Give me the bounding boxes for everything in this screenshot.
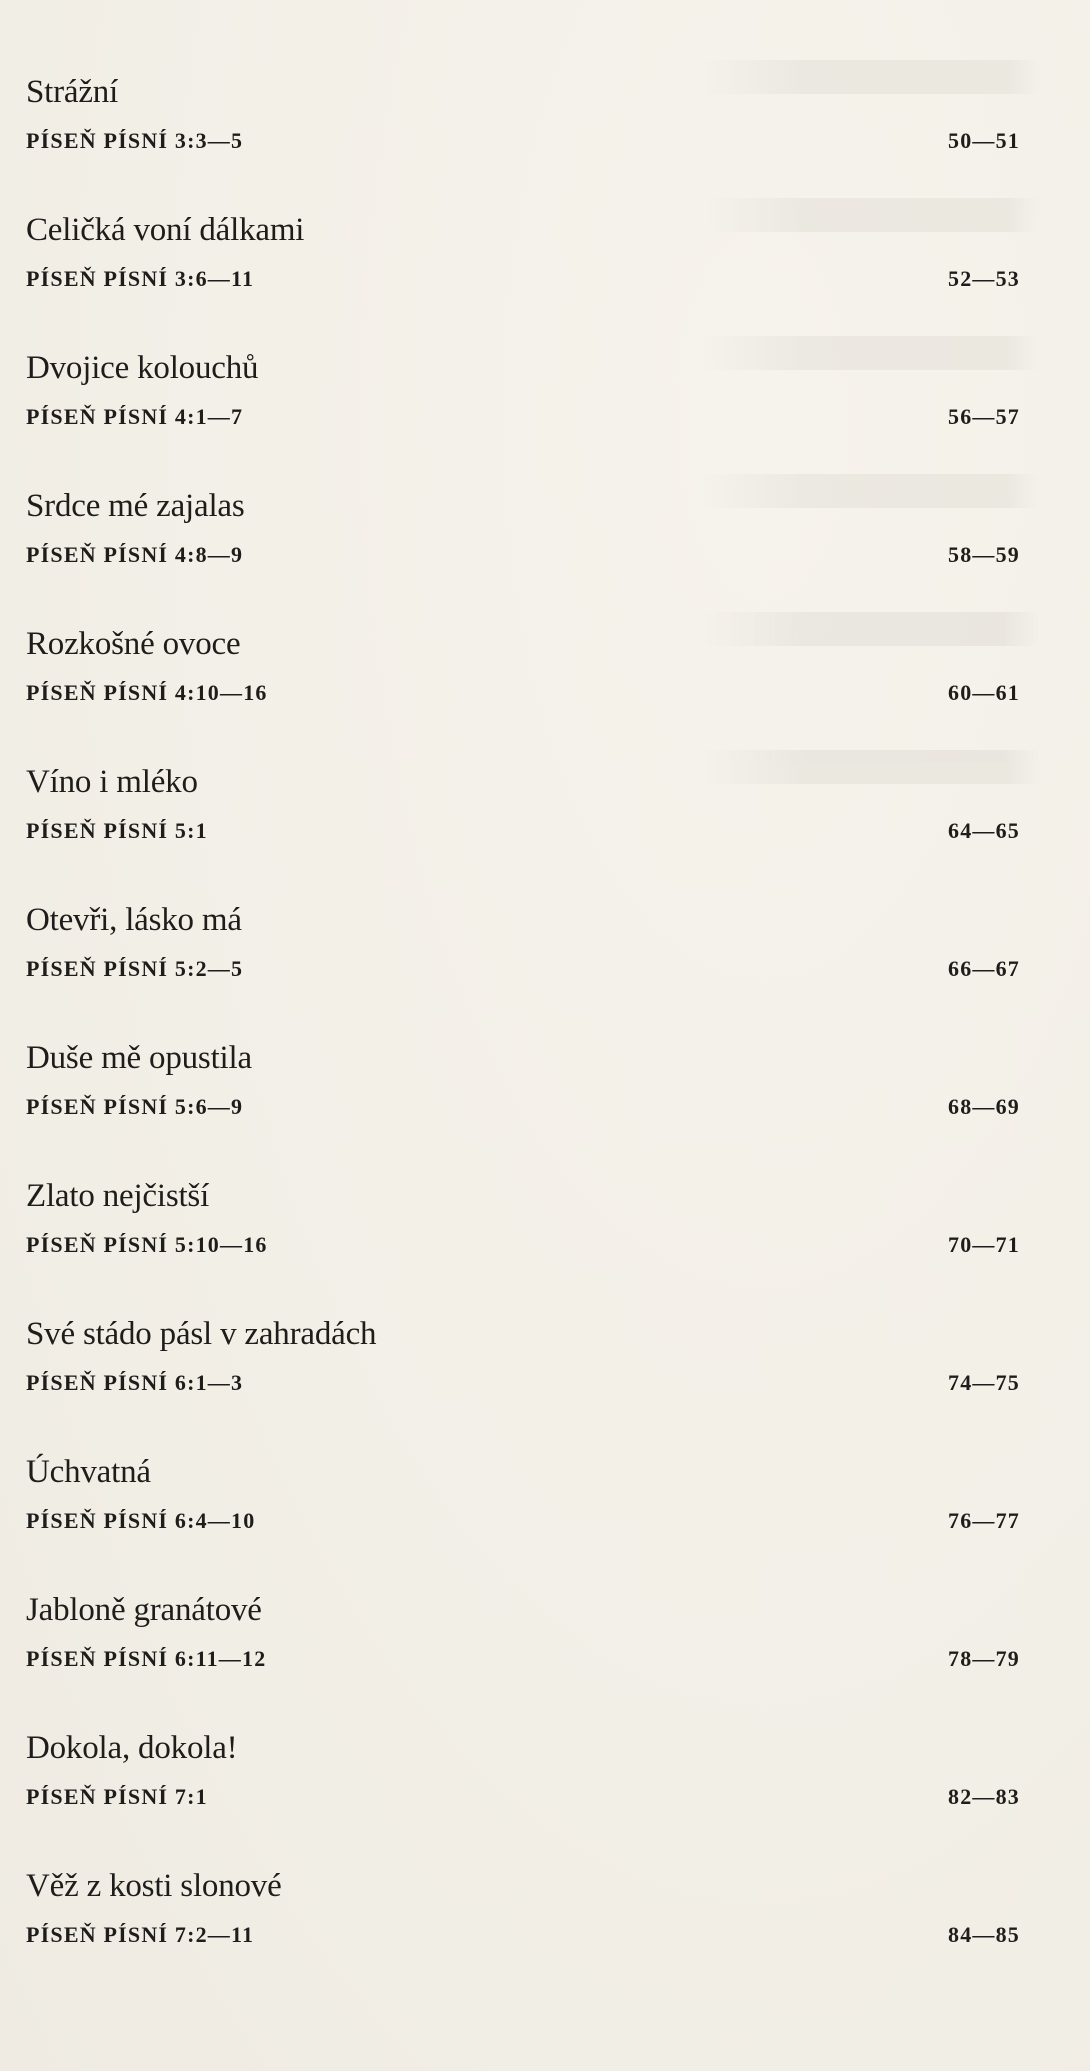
entry-title: Jabloně granátové bbox=[26, 1592, 262, 1628]
entry-reference: PÍSEŇ PÍSNÍ 4:1—7 bbox=[26, 404, 244, 429]
entry-reference: PÍSEŇ PÍSNÍ 6:11—12 bbox=[26, 1646, 267, 1671]
entry-title: Rozkošné ovoce bbox=[26, 626, 241, 662]
entry-pages: 50—51 bbox=[948, 128, 1020, 153]
entry-title: Celičká voní dálkami bbox=[26, 212, 305, 248]
entry-pages: 70—71 bbox=[948, 1232, 1020, 1257]
entry-pages: 76—77 bbox=[948, 1508, 1020, 1533]
entry-reference: PÍSEŇ PÍSNÍ 6:1—3 bbox=[26, 1370, 244, 1395]
entry-pages: 52—53 bbox=[948, 266, 1020, 291]
entry-title: Otevři, lásko má bbox=[26, 902, 242, 938]
toc-entry bbox=[26, 348, 1020, 486]
table-of-contents bbox=[26, 72, 1020, 2004]
entry-title: Víno i mléko bbox=[26, 764, 198, 800]
entry-reference: PÍSEŇ PÍSNÍ 5:2—5 bbox=[26, 956, 244, 981]
entry-title: Věž z kosti slonové bbox=[26, 1868, 282, 1904]
entry-reference: PÍSEŇ PÍSNÍ 5:10—16 bbox=[26, 1232, 268, 1257]
entry-title: Dokola, dokola! bbox=[26, 1730, 238, 1766]
entry-reference: PÍSEŇ PÍSNÍ 4:8—9 bbox=[26, 542, 244, 567]
entry-pages: 58—59 bbox=[948, 542, 1020, 567]
entry-pages: 66—67 bbox=[948, 956, 1020, 981]
toc-entry bbox=[26, 1590, 1020, 1728]
toc-entry bbox=[26, 72, 1020, 210]
toc-entry bbox=[26, 486, 1020, 624]
toc-entry bbox=[26, 1452, 1020, 1590]
toc-entry bbox=[26, 1728, 1020, 1866]
entry-title: Úchvatná bbox=[26, 1454, 151, 1490]
entry-title: Srdce mé zajalas bbox=[26, 488, 245, 524]
entry-title: Strážní bbox=[26, 74, 119, 110]
toc-entry bbox=[26, 210, 1020, 348]
entry-reference: PÍSEŇ PÍSNÍ 7:1 bbox=[26, 1784, 208, 1809]
toc-entry bbox=[26, 1176, 1020, 1314]
entry-pages: 84—85 bbox=[948, 1922, 1020, 1947]
entry-pages: 82—83 bbox=[948, 1784, 1020, 1809]
entry-reference: PÍSEŇ PÍSNÍ 4:10—16 bbox=[26, 680, 268, 705]
toc-entry bbox=[26, 900, 1020, 1038]
entry-pages: 68—69 bbox=[948, 1094, 1020, 1119]
entry-pages: 78—79 bbox=[948, 1646, 1020, 1671]
entry-reference: PÍSEŇ PÍSNÍ 5:1 bbox=[26, 818, 208, 843]
entry-reference: PÍSEŇ PÍSNÍ 3:6—11 bbox=[26, 266, 255, 291]
entry-title: Zlato nejčistší bbox=[26, 1178, 210, 1214]
entry-reference: PÍSEŇ PÍSNÍ 7:2—11 bbox=[26, 1922, 255, 1947]
toc-entry bbox=[26, 762, 1020, 900]
toc-entry bbox=[26, 624, 1020, 762]
toc-entry bbox=[26, 1314, 1020, 1452]
toc-entry bbox=[26, 1866, 1020, 2004]
entry-title: Duše mě opustila bbox=[26, 1040, 252, 1076]
entry-pages: 60—61 bbox=[948, 680, 1020, 705]
entry-title: Dvojice kolouchů bbox=[26, 350, 259, 386]
toc-entry bbox=[26, 1038, 1020, 1176]
entry-reference: PÍSEŇ PÍSNÍ 5:6—9 bbox=[26, 1094, 244, 1119]
entry-pages: 56—57 bbox=[948, 404, 1020, 429]
entry-title: Své stádo pásl v zahradách bbox=[26, 1316, 377, 1352]
entry-pages: 74—75 bbox=[948, 1370, 1020, 1395]
entry-reference: PÍSEŇ PÍSNÍ 6:4—10 bbox=[26, 1508, 256, 1533]
entry-reference: PÍSEŇ PÍSNÍ 3:3—5 bbox=[26, 128, 244, 153]
entry-pages: 64—65 bbox=[948, 818, 1020, 843]
